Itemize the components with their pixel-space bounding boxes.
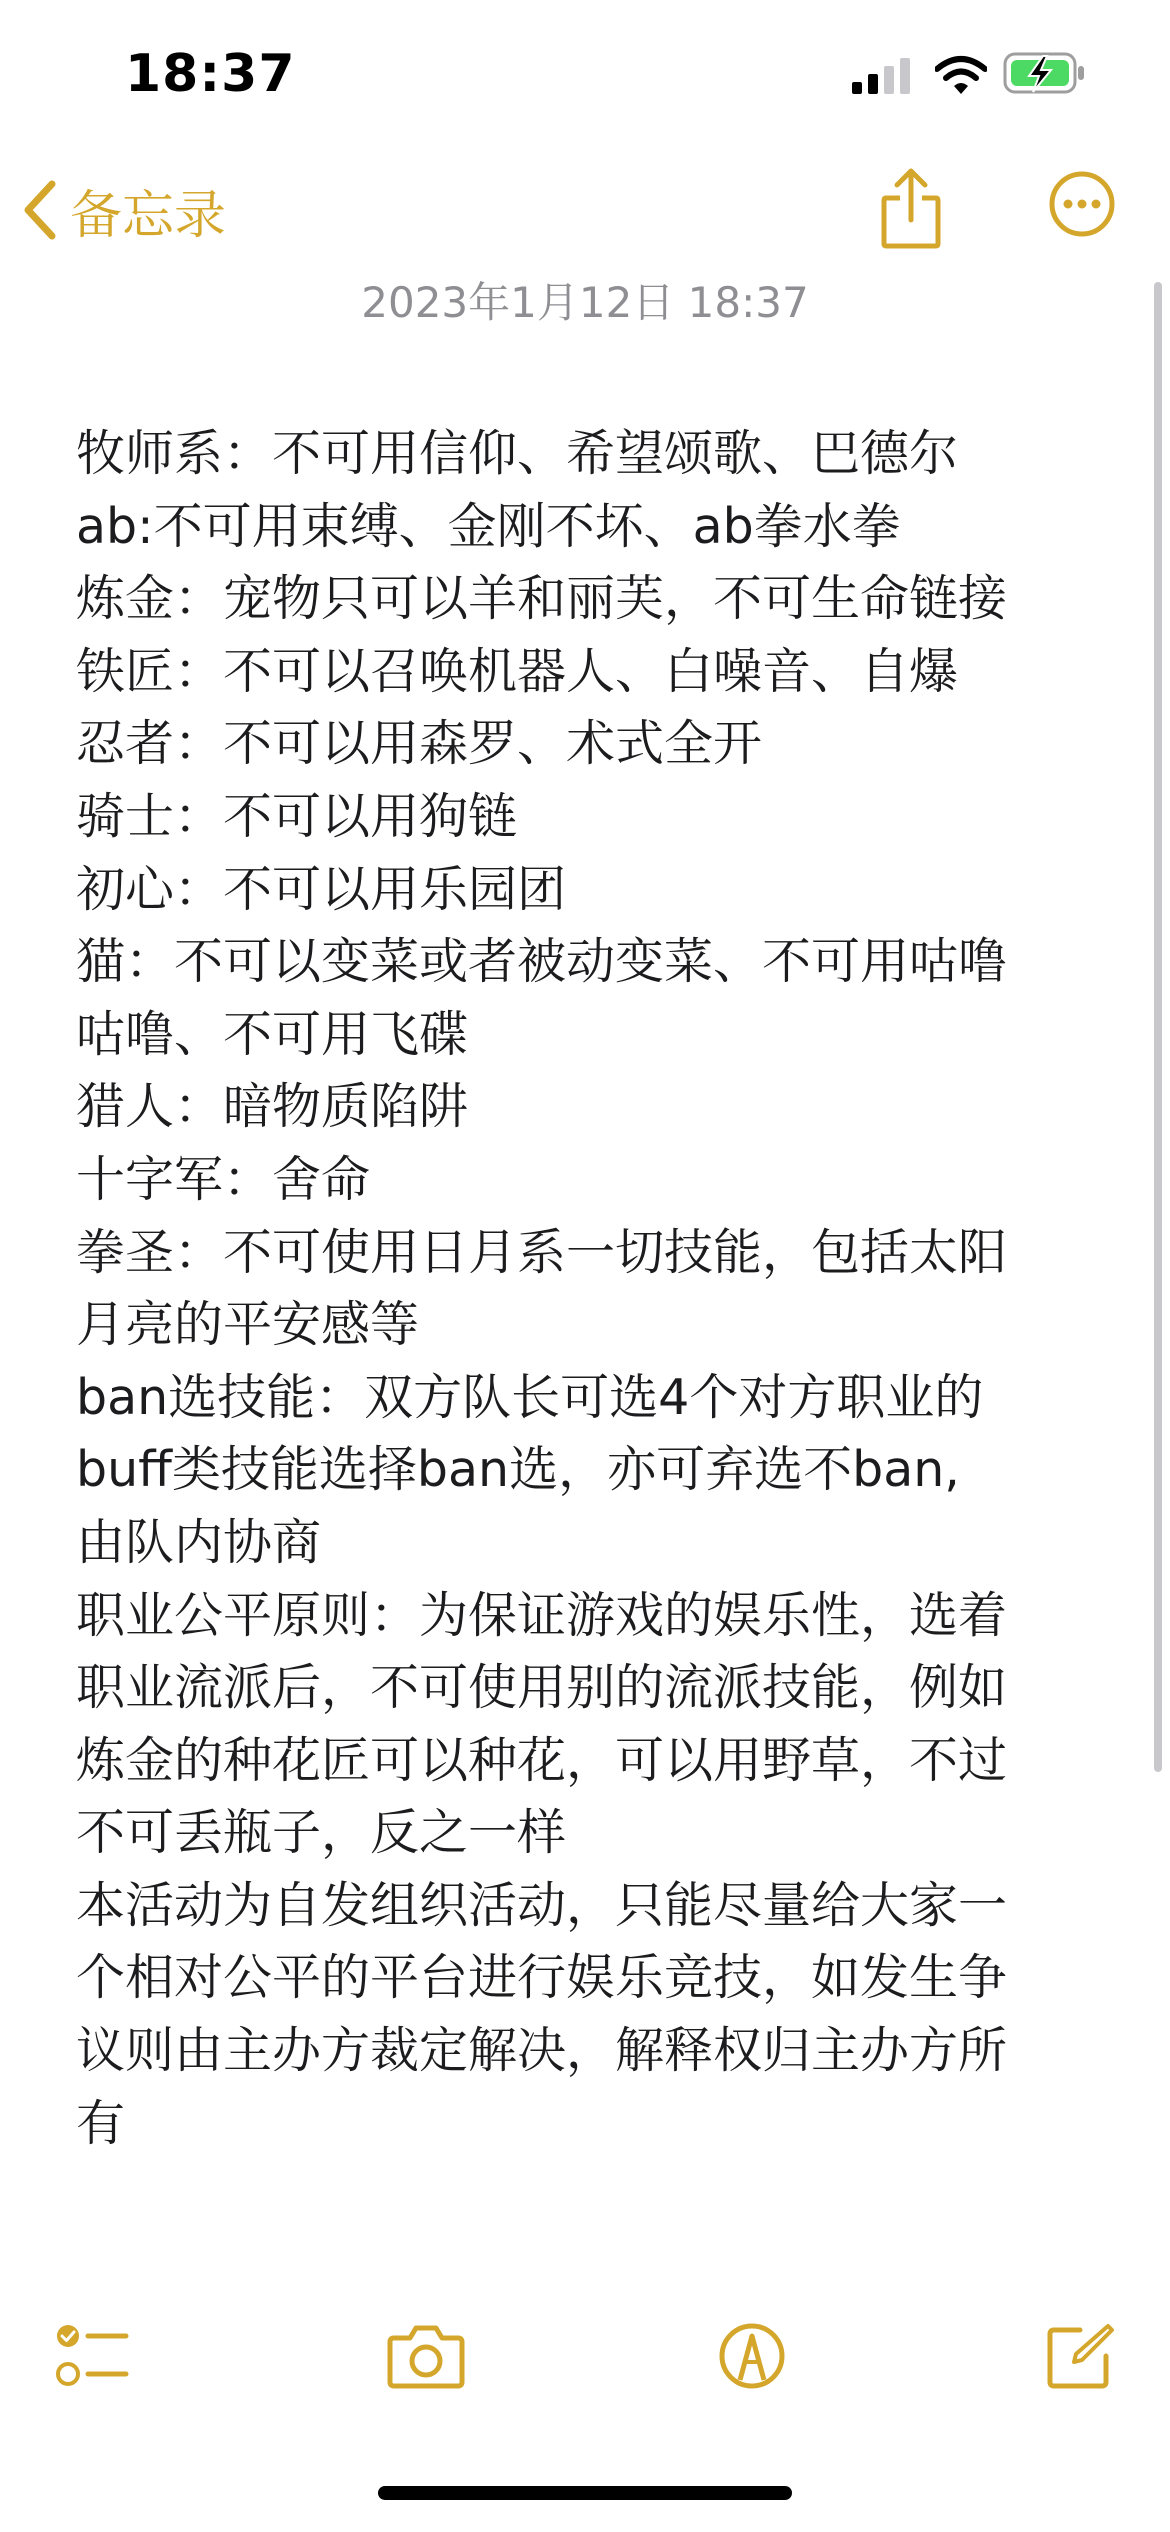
camera-icon [386,2322,466,2390]
note-line: 月亮的平安感等 [76,1296,420,1354]
markup-button[interactable] [718,2322,786,2394]
compose-button[interactable] [1046,2322,1116,2394]
more-options-button[interactable] [1048,170,1116,242]
note-line: 牧师系：不可用信仰、希望颂歌、巴德尔 [76,425,959,482]
note-line: 炼金的种花匠可以种花，可以用野草，不过 [76,1731,1008,1789]
note-line: 猫：不可以变菜或者被动变菜、不可用咕噜 [76,933,1008,991]
markup-pen-icon [718,2322,786,2390]
ellipsis-circle-icon [1048,170,1116,238]
cellular-signal-icon [852,58,916,94]
note-line: ab:不可用束缚、金刚不坏、ab拳水拳 [76,497,901,555]
note-line: 炼金：宠物只可以羊和丽芙，不可生命链接 [76,570,1008,628]
camera-button[interactable] [386,2322,466,2394]
navigation-bar [0,160,1170,260]
status-time: 18:37 [125,44,296,104]
home-indicator[interactable] [378,2486,792,2500]
note-line: 骑士：不可以用狗链 [76,787,518,845]
chevron-left-icon [22,180,58,240]
note-line: 本活动为自发组织活动，只能尽量给大家一 [76,1876,1008,1934]
note-line: 咕噜、不可用飞碟 [76,1005,469,1063]
back-button-label: 备忘录 [70,185,227,246]
note-line: 初心：不可以用乐园团 [76,860,567,918]
note-date: 2023年1月12日 18:37 [361,278,809,327]
battery-charging-icon [1003,52,1087,96]
scroll-indicator[interactable] [1154,282,1162,1772]
note-line: 有 [76,2094,126,2152]
share-button[interactable] [880,168,942,254]
checklist-icon [54,2322,130,2390]
share-icon [880,168,942,250]
note-line: 职业公平原则：为保证游戏的娱乐性，选着 [76,1586,1008,1644]
note-line: 个相对公平的平台进行娱乐竞技，如发生争 [76,1949,1008,2007]
note-line: 铁匠：不可以召唤机器人、白噪音、自爆 [76,642,959,700]
compose-icon [1046,2322,1116,2390]
note-body[interactable] [76,418,1076,2160]
status-bar [0,0,1170,150]
note-line: 拳圣：不可使用日月系一切技能，包括太阳 [76,1223,1008,1281]
note-line: 不可丢瓶子，反之一样 [76,1804,567,1862]
wifi-icon [935,55,987,95]
note-line: 职业流派后，不可使用别的流派技能，例如 [76,1659,1008,1717]
note-line: buff类技能选择ban选，亦可弃选不ban, [76,1441,960,1499]
back-button[interactable] [22,160,226,260]
note-line: 忍者：不可以用森罗、术式全开 [76,715,763,773]
note-line: 猎人：暗物质陷阱 [76,1078,469,1136]
note-line: 十字军：舍命 [76,1150,371,1208]
note-line: 议则由主办方裁定解决，解释权归主办方所 [76,2022,1008,2080]
checklist-button[interactable] [54,2322,130,2394]
note-line: ban选技能：双方队长可选4个对方职业的 [76,1368,984,1426]
note-line: 由队内协商 [76,1513,322,1571]
